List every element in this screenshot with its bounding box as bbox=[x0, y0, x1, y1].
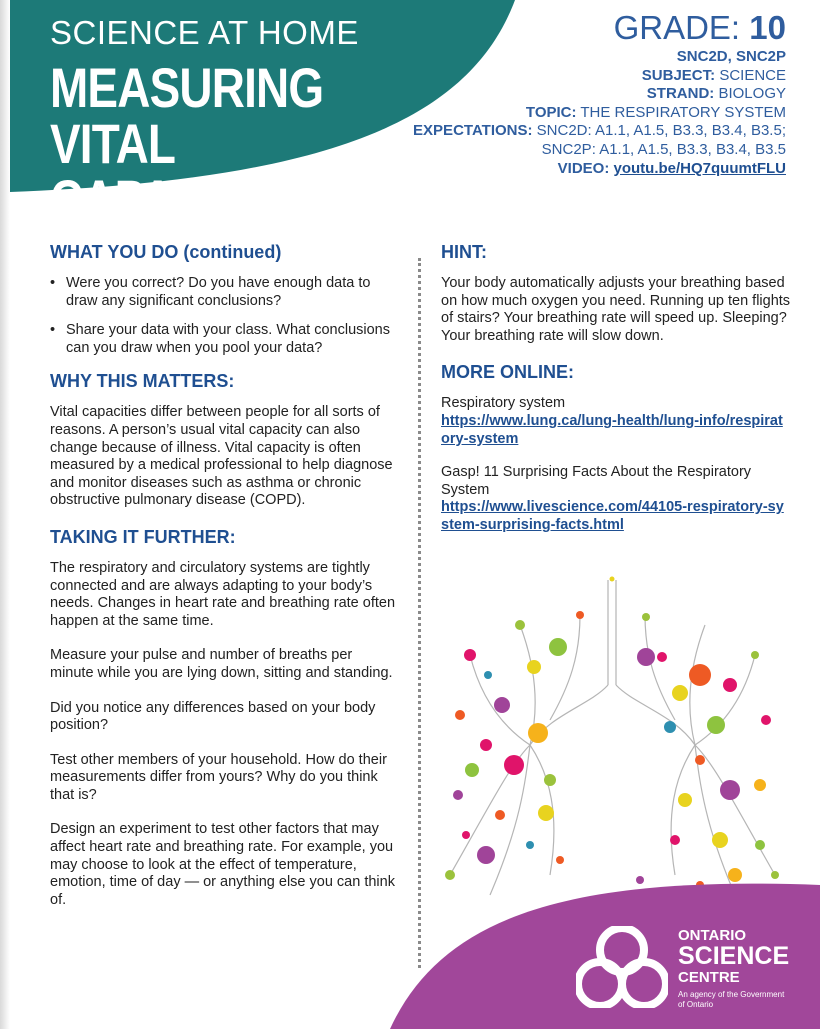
why-text: Vital capacities differ between people for all sorts of reasons. A person’s usual vital capacity can also change because of illness. Vital capacity is often measured by a medical professional to help diagnose and monitor diseases such as asthma or chronic obstructive pulmonary disease (COPD). bbox=[50, 404, 393, 509]
hint-heading: HINT: bbox=[441, 242, 487, 262]
org-line-3: CENTRE bbox=[678, 969, 740, 986]
grade-line bbox=[366, 8, 786, 48]
lesson-meta bbox=[366, 8, 786, 178]
more-online-heading: MORE ONLINE: bbox=[441, 362, 574, 383]
right-column bbox=[441, 242, 791, 535]
strand-line: STRAND: BIOLOGY bbox=[646, 85, 786, 103]
expectations-line: EXPECTATIONS: SNC2D: A1.1, A1.5, B3.3, B3.4, B3.5; SNC2P: A1.1, A1.5, B3.3, B3.4, B3.5 bbox=[413, 122, 786, 158]
resource-link[interactable]: https://www.livescience.com/44105-respiratory-system-surprising-facts.html bbox=[441, 499, 784, 533]
topic-line: TOPIC: THE RESPIRATORY SYSTEM bbox=[525, 103, 786, 121]
series-label: SCIENCE AT HOME bbox=[50, 14, 359, 51]
further-paragraph: Test other members of your household. How do their measurements differ from yours? Why do you think that is? bbox=[50, 751, 387, 803]
what-you-do-heading: WHAT YOU DO (continued) bbox=[50, 242, 282, 262]
osc-logo-icon bbox=[576, 926, 668, 1008]
page-title: MEASURING VITAL CAPACITY bbox=[50, 56, 324, 231]
list-item: • Share your data with your class. What conclusions can you draw when you pool your data? bbox=[50, 322, 396, 357]
osc-wordmark bbox=[678, 927, 789, 986]
resource-item bbox=[441, 464, 791, 534]
further-paragraph: Design an experiment to test other factors that may affect heart rate and breathing rate. For example, you may choose to look at the effect of temperature, emotion, time of day — or anything else you can think of. bbox=[50, 821, 395, 908]
hint-text: Your body automatically adjusts your breathing based on how much oxygen you need. Running up ten flights of stairs? Your breathing rate will speed up. Sleeping? Your breathing rate will slow down. bbox=[441, 275, 791, 344]
lung-dots bbox=[445, 577, 779, 890]
resource-link[interactable]: https://www.lung.ca/lung-health/lung-info/respiratory-system bbox=[441, 412, 783, 447]
org-line-2: SCIENCE bbox=[678, 942, 790, 970]
grade-label: GRADE: bbox=[613, 9, 741, 46]
further-paragraph: Measure your pulse and number of breaths per minute while you are lying down, sitting and standing. bbox=[50, 647, 393, 681]
course-codes: SNC2D, SNC2P bbox=[676, 48, 786, 65]
further-paragraph: Did you notice any differences based on your body position? bbox=[50, 699, 376, 734]
resource-item bbox=[441, 395, 791, 448]
why-heading: WHY THIS MATTERS: bbox=[50, 371, 235, 392]
list-item: • Were you correct? Do you have enough data to draw any significant conclusions? bbox=[50, 275, 396, 310]
further-heading: TAKING IT FURTHER: bbox=[50, 526, 236, 547]
video-link[interactable]: youtu.be/HQ7quumtFLU bbox=[613, 159, 786, 177]
org-line-1: ONTARIO bbox=[678, 927, 747, 944]
resource-title: Gasp! 11 Surprising Facts About the Respiratory System bbox=[441, 464, 752, 498]
resource-title: Respiratory system bbox=[441, 395, 566, 412]
subject-line: SUBJECT: SCIENCE bbox=[641, 66, 786, 84]
grade-value: 10 bbox=[749, 9, 786, 46]
what-you-do-list bbox=[50, 275, 396, 357]
video-line: VIDEO: youtu.be/HQ7quumtFLU bbox=[557, 159, 786, 177]
further-paragraph: The respiratory and circulatory systems are tightly connected and are always adapting to your body’s needs. Changes in heart rate and breathing rate often happen at the same time. bbox=[50, 559, 396, 629]
agency-text: An agency of the Government of Ontario bbox=[678, 990, 785, 1009]
left-column bbox=[50, 242, 396, 926]
